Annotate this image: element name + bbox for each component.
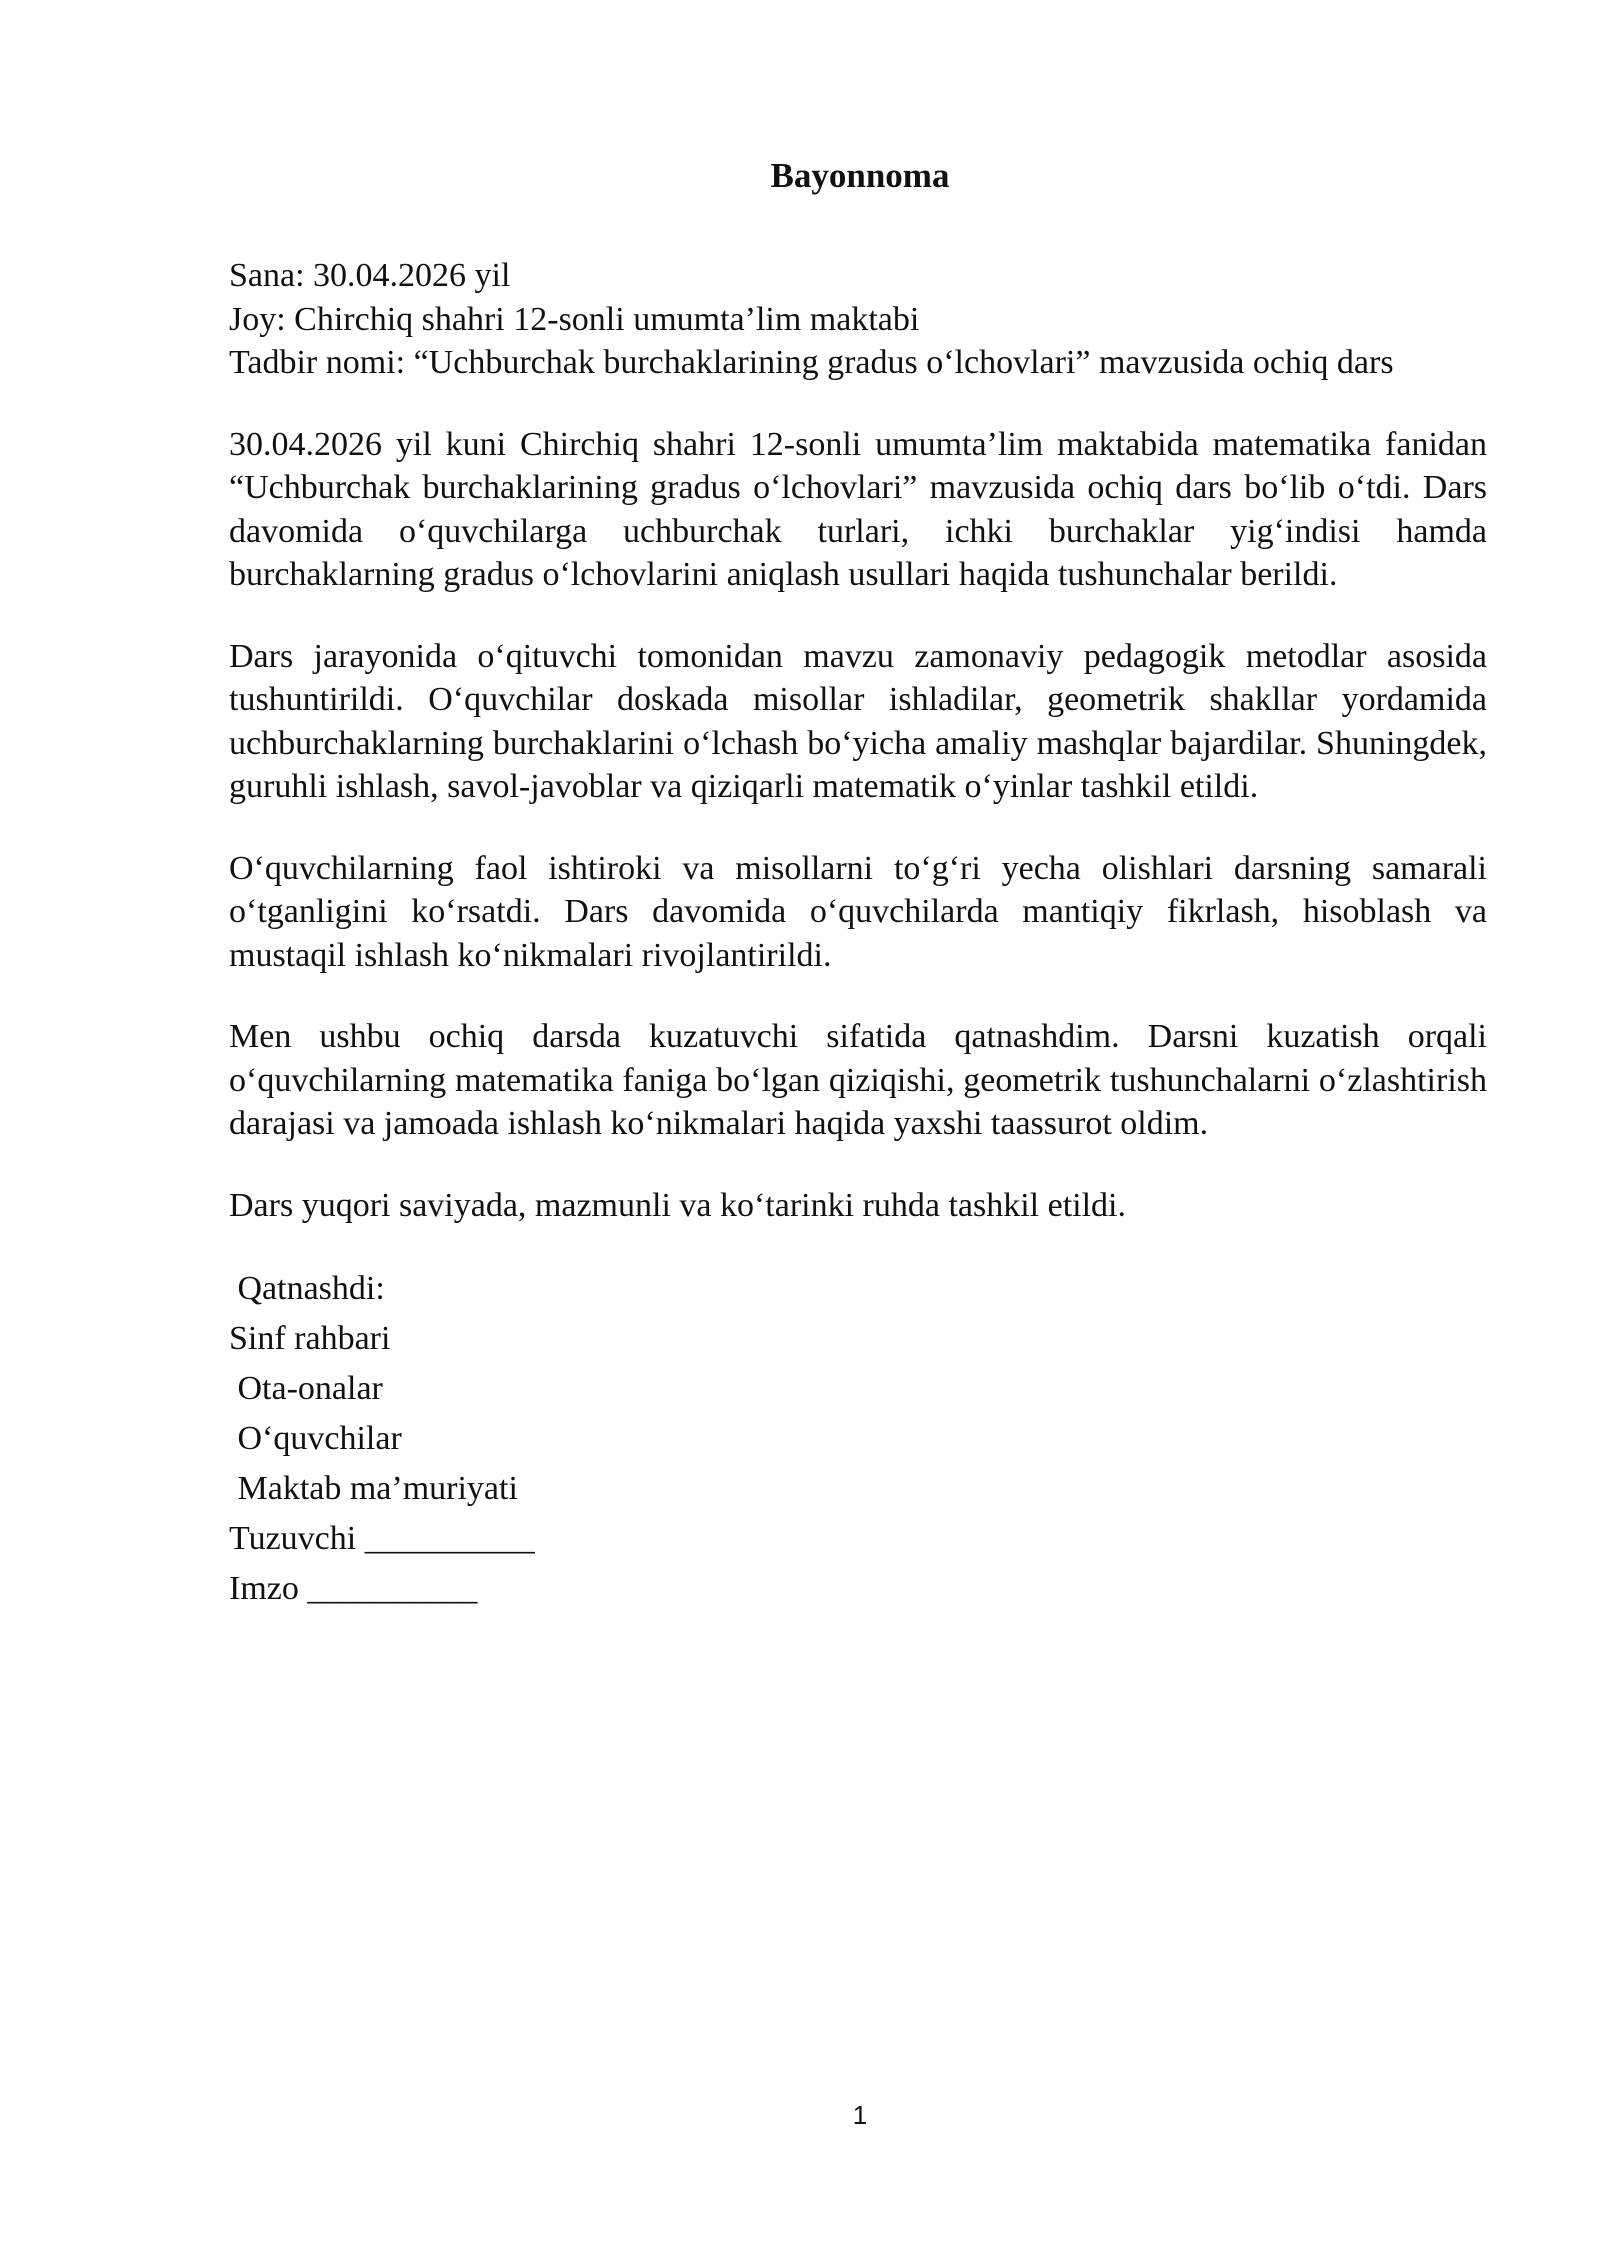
participants-heading: Qatnashdi:	[229, 1270, 385, 1307]
participants-list	[229, 1264, 1487, 1614]
paragraph-observer: Men ushbu ochiq darsda kuzatuvchi sifatida qatnashdim. Darsni kuzatish orqali o‘quvchilarning matematika faniga bo‘lgan qiziqishi, geometrik tushunchalarni o‘zlashtirish darajasi va jamoada ishlash ko‘nikmalari haqida yaxshi taassurot oldim.	[229, 1018, 1487, 1142]
participant-item: Sinf rahbari	[229, 1320, 391, 1357]
meta-date: Sana: 30.04.2026 yil	[229, 257, 511, 294]
page-number: 1	[852, 2100, 868, 2130]
paragraph-results: O‘quvchilarning faol ishtiroki va misollarni to‘g‘ri yecha olishlari darsning samarali o‘tganligini ko‘rsatdi. Dars davomida o‘quvchilarda mantiqiy fikrlash, hisoblash va mustaqil ishlash ko‘nikmalari rivojlantirildi.	[229, 849, 1487, 974]
document-body	[229, 254, 1487, 1614]
participant-item: Maktab ma’muriyati	[229, 1470, 518, 1507]
participant-item: O‘quvchilar	[229, 1420, 402, 1457]
paragraph-conclusion: Dars yuqori saviyada, mazmunli va ko‘tarinki ruhda tashkil etildi.	[229, 1186, 1126, 1224]
document-title: Bayonnoma	[770, 156, 950, 195]
meta-event: Tadbir nomi: “Uchburchak burchaklarining gradus o‘lchovlari” mavzusida ochiq dars	[229, 344, 1394, 381]
signature-line: Imzo __________	[229, 1570, 478, 1607]
paragraph-intro: 30.04.2026 yil kuni Chirchiq shahri 12-sonli umumta’lim maktabida matematika fanidan “Uchburchak burchaklarining gradus o‘lchovlari” mavzusida ochiq dars bo‘lib o‘tdi. Dars davomida o‘quvchilarga uchburchak turlari, ichki burchaklar yig‘indisi hamda burchaklarning gradus o‘lchovlarini aniqlash usullari haqida tushunchalar berildi.	[229, 425, 1487, 593]
paragraph-process: Dars jarayonida o‘qituvchi tomonidan mavzu zamonaviy pedagogik metodlar asosida tushuntirildi. O‘quvchilar doskada misollar ishladilar, geometrik shakllar yordamida uchburchaklarning burchaklarini o‘lchash bo‘yicha amaliy mashqlar bajardilar. Shuningdek, guruhli ishlash, savol-javoblar va qiziqarli matematik o‘yinlar tashkil etildi.	[229, 637, 1487, 805]
participant-item: Ota-onalar	[229, 1370, 383, 1407]
document-meta	[229, 254, 1487, 385]
meta-place: Joy: Chirchiq shahri 12-sonli umumta’lim maktabi	[229, 300, 920, 338]
compiler-signature-line: Tuzuvchi __________	[229, 1520, 535, 1557]
